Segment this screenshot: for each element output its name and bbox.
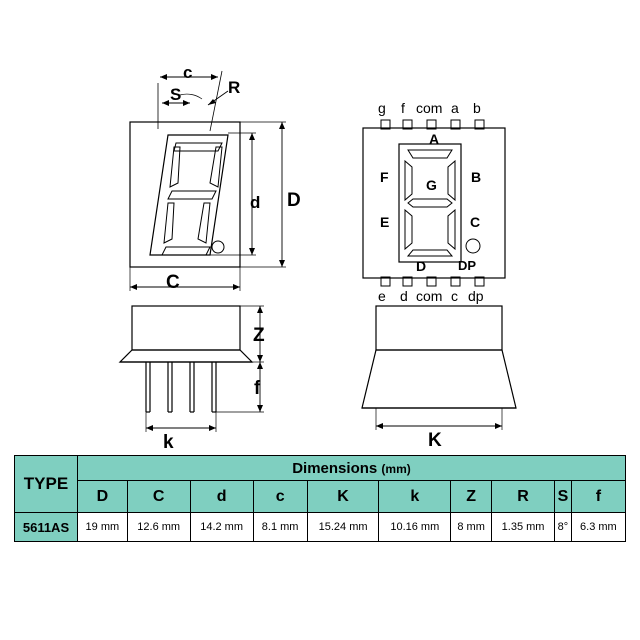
cell-value-k: 10.16 mm — [379, 513, 451, 542]
segment-label-e: E — [380, 214, 390, 230]
column-header-f: f — [571, 481, 625, 513]
column-header-k: k — [379, 481, 451, 513]
pin-label-f: f — [401, 100, 405, 116]
dimensions-title-text: Dimensions — [292, 459, 378, 477]
cell-value-d: 14.2 mm — [190, 513, 253, 542]
dimensions-unit-text: (mm) — [381, 461, 411, 476]
pin-label-d: d — [400, 288, 408, 304]
cell-value-f: 6.3 mm — [571, 513, 625, 542]
table-header-type: TYPE — [15, 456, 78, 513]
column-header-d: d — [190, 481, 253, 513]
front-view-label-c: c — [183, 63, 193, 82]
pin-label-a: a — [451, 100, 459, 116]
pin-label-com-bottom: com — [416, 288, 443, 304]
column-header-K: K — [307, 481, 379, 513]
column-header-C: C — [127, 481, 190, 513]
pin-label-e: e — [378, 288, 386, 304]
front-view-drawing — [110, 55, 310, 305]
segment-label-f: F — [380, 169, 389, 185]
front-view-label-S: S — [170, 85, 182, 104]
table-header-row-2 — [15, 481, 626, 513]
side-view-label-Z: Z — [253, 325, 265, 346]
segment-label-c: C — [470, 214, 481, 230]
column-header-Z: Z — [451, 481, 492, 513]
pin-label-g: g — [378, 100, 386, 116]
pin-label-dp: dp — [468, 288, 484, 304]
column-header-c: c — [253, 481, 307, 513]
column-header-S: S — [555, 481, 572, 513]
side-view-drawing — [110, 300, 310, 440]
cell-value-K: 15.24 mm — [307, 513, 379, 542]
segment-label-dp: DP — [458, 258, 477, 273]
dimensions-table — [14, 455, 626, 542]
front-view-label-D: D — [287, 190, 301, 211]
cell-value-D: 19 mm — [78, 513, 128, 542]
pin-label-b: b — [473, 100, 481, 116]
segment-label-d: D — [416, 258, 427, 274]
pin-label-com-top: com — [416, 100, 443, 116]
rear-view-drawing — [340, 300, 540, 440]
segment-label-a: A — [429, 131, 440, 147]
column-header-D: D — [78, 481, 128, 513]
cell-value-R: 1.35 mm — [492, 513, 555, 542]
cell-value-C: 12.6 mm — [127, 513, 190, 542]
cell-value-c: 8.1 mm — [253, 513, 307, 542]
cell-part-number: 5611AS — [15, 513, 78, 542]
segment-label-g: G — [426, 177, 437, 193]
front-view-label-d: d — [250, 193, 261, 212]
table-header-row-1 — [15, 456, 626, 481]
cell-value-S: 8° — [555, 513, 572, 542]
pin-label-c: c — [451, 288, 458, 304]
side-view-label-k: k — [163, 432, 174, 453]
table-header-dimensions — [78, 456, 626, 481]
segment-label-b: B — [471, 169, 482, 185]
front-view-label-R: R — [228, 78, 241, 97]
cell-value-Z: 8 mm — [451, 513, 492, 542]
front-view-label-C: C — [166, 272, 180, 293]
column-header-R: R — [492, 481, 555, 513]
rear-view-label-K: K — [428, 430, 442, 451]
side-view-label-f: f — [254, 378, 261, 399]
table-row — [15, 513, 626, 542]
